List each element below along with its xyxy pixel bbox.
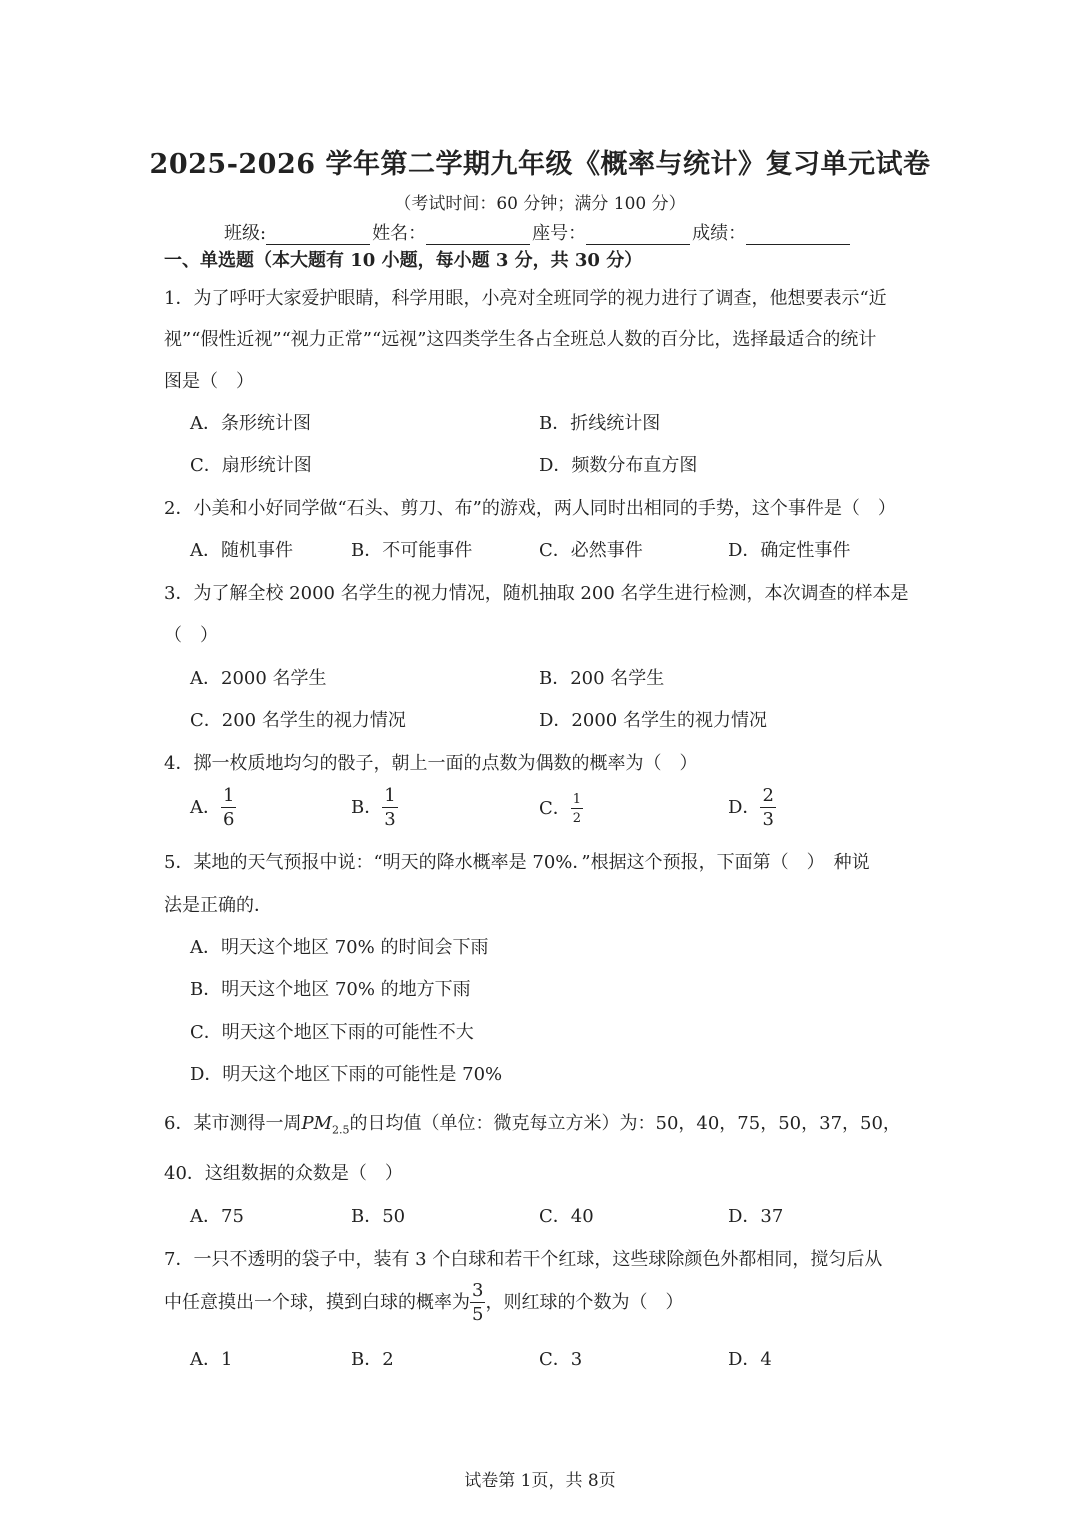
class-blank — [266, 225, 370, 245]
q6-option-d: D．37 — [728, 1206, 784, 1227]
q4-option-b — [351, 787, 398, 829]
q4-a-numerator: 1 — [223, 785, 235, 806]
q7-numerator: 3 — [472, 1280, 484, 1301]
name-label: 姓名： — [372, 223, 427, 244]
q4-c-denominator: 2 — [572, 811, 582, 826]
page-footer: 试卷第 1页，共 8页 — [464, 1471, 616, 1491]
q4-option-c-fraction — [571, 793, 583, 825]
q4-a-denominator: 6 — [223, 809, 235, 830]
q7-option-d: D．4 — [728, 1349, 772, 1370]
q6-line1-start: 6．某市测得一周 — [164, 1113, 302, 1134]
q7-line2-end: ，则红球的个数为（ ） — [485, 1292, 684, 1313]
q2-option-a: A．随机事件 — [190, 540, 293, 561]
q4-b-denominator: 3 — [384, 809, 396, 830]
q2-option-d: D．确定性事件 — [728, 540, 851, 561]
q7-probability-fraction — [470, 1282, 485, 1324]
pm25-subscript: 2.5 — [332, 1123, 350, 1137]
q7-option-b: B．2 — [351, 1349, 394, 1370]
q7-option-a: A．1 — [190, 1349, 233, 1370]
student-info-line — [224, 219, 852, 245]
q4-option-a-fraction — [221, 787, 236, 829]
q5-line2: 法是正确的． — [164, 895, 272, 916]
q4-c-numerator: 1 — [572, 792, 582, 807]
score-label: 成绩： — [692, 223, 747, 244]
q4-line1: 4．掷一枚质地均匀的骰子，朝上一面的点数为偶数的概率为（ ） — [164, 753, 698, 774]
q1-option-b: B．折线统计图 — [539, 413, 661, 434]
q3-option-d: D．2000 名学生的视力情况 — [539, 710, 767, 731]
q3-option-c: C．200 名学生的视力情况 — [190, 710, 406, 731]
section-title: 一、单选题（本大题有 10 小题，每小题 3 分，共 30 分） — [164, 250, 643, 271]
q4-d-denominator: 3 — [762, 809, 774, 830]
q4-option-d — [728, 787, 776, 829]
q4-option-c-label: C． — [539, 798, 571, 819]
q4-option-d-label: D． — [728, 797, 761, 818]
q2-line1: 2．小美和小好同学做“石头、剪刀、布”的游戏，两人同时出相同的手势，这个事件是（ ） — [164, 498, 896, 519]
pm25-label — [301, 1113, 350, 1137]
q1-line2: 视”“假性近视”“视力正常”“远视”这四类学生各占全班总人数的百分比，选择最适合的统计 — [164, 329, 877, 350]
q4-option-b-fraction — [382, 787, 397, 829]
q5-option-d: D．明天这个地区下雨的可能性是 70% — [190, 1064, 503, 1085]
exam-title: 2025-2026 学年第二学期九年级《概率与统计》复习单元试卷 — [149, 149, 931, 180]
q7-option-c: C．3 — [539, 1349, 583, 1370]
q1-line1: 1．为了呼吁大家爱护眼睛，科学用眼，小亮对全班同学的视力进行了调查，他想要表示“近 — [164, 288, 887, 309]
score-blank — [746, 225, 850, 245]
q5-option-a: A．明天这个地区 70% 的时间会下雨 — [190, 937, 489, 958]
name-blank — [426, 225, 530, 245]
q3-option-a: A．2000 名学生 — [190, 668, 327, 689]
q4-option-d-fraction — [760, 787, 775, 829]
q1-option-a: A．条形统计图 — [190, 413, 311, 434]
q3-option-b: B．200 名学生 — [539, 668, 665, 689]
class-label: 班级: — [224, 223, 267, 244]
q6-option-a: A．75 — [190, 1206, 244, 1227]
q6-line1 — [164, 1109, 901, 1137]
q4-option-b-label: B． — [351, 797, 383, 818]
q7-denominator: 5 — [472, 1304, 484, 1325]
seat-label: 座号： — [532, 223, 587, 244]
q2-option-c: C．必然事件 — [539, 540, 643, 561]
q4-b-numerator: 1 — [384, 785, 396, 806]
q5-option-c: C．明天这个地区下雨的可能性不大 — [190, 1022, 474, 1043]
q6-option-b: B．50 — [351, 1206, 406, 1227]
q1-line3: 图是（ ） — [164, 371, 254, 392]
q4-option-a — [190, 787, 236, 829]
q4-option-c — [539, 793, 583, 825]
q5-option-b: B．明天这个地区 70% 的地方下雨 — [190, 979, 471, 1000]
q2-option-b: B．不可能事件 — [351, 540, 473, 561]
q3-line1: 3．为了解全校 2000 名学生的视力情况，随机抽取 200 名学生进行检测，本次调查的样本是 — [164, 583, 909, 604]
q6-option-c: C．40 — [539, 1206, 594, 1227]
q5-line1: 5．某地的天气预报中说：“明天的降水概率是 70%．”根据这个预报，下面第（ ） 种说 — [164, 852, 870, 873]
q1-option-d: D．频数分布直方图 — [539, 455, 698, 476]
q7-line2-start: 中任意摸出一个球，摸到白球的概率为 — [164, 1292, 470, 1313]
q4-option-a-label: A． — [190, 797, 221, 818]
exam-subtitle: （考试时间：60 分钟；满分 100 分） — [394, 194, 686, 214]
seat-blank — [586, 225, 690, 245]
q7-line2 — [164, 1282, 683, 1324]
q7-line1: 7．一只不透明的袋子中，装有 3 个白球和若干个红球，这些球除颜色外都相同，搅匀后从 — [164, 1249, 883, 1270]
pm25-main: PM — [301, 1113, 332, 1134]
q4-d-numerator: 2 — [762, 785, 774, 806]
q3-line2: （ ） — [164, 625, 218, 646]
q6-line2: 40．这组数据的众数是（ ） — [164, 1163, 403, 1184]
q1-option-c: C．扇形统计图 — [190, 455, 312, 476]
q6-line1-end: 的日均值（单位：微克每立方米）为：50，40，75，50，37，50， — [349, 1113, 901, 1134]
